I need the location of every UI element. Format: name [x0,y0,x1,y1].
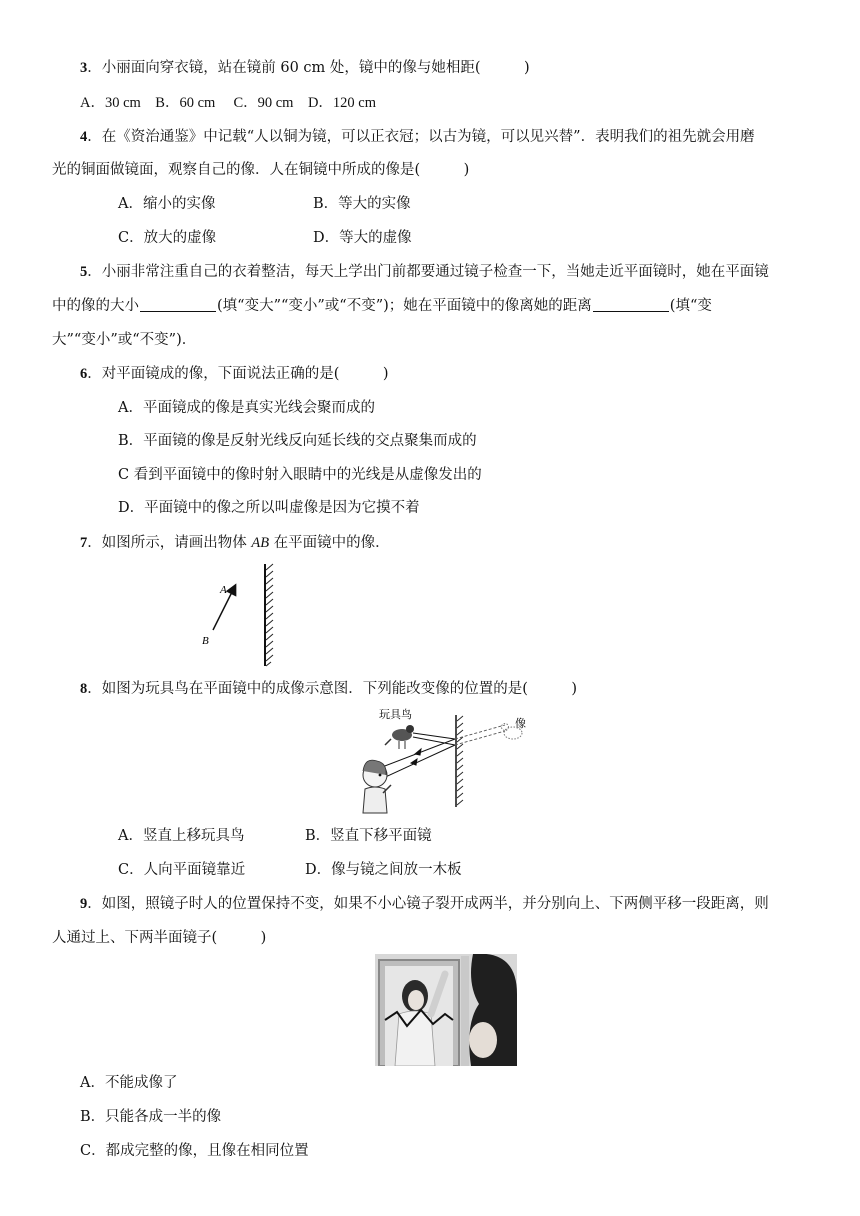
question-9-option-b: B．只能各成一半的像 [80,1109,222,1125]
girl-figure [363,760,391,813]
question-number: 7 [80,535,88,551]
question-9-option-c: C．都成完整的像，且像在相同位置 [80,1143,309,1159]
question-6-option-d: D．平面镜中的像之所以叫虚像是因为它摸不着 [118,500,420,516]
question-3-options: A．30 cm B．60 cm C．90 cm D．120 cm [80,95,377,111]
question-number: 9 [80,896,88,912]
question-text: 在平面镜中的像． [269,535,390,551]
question-3-stem [80,58,530,78]
question-text: ．如图所示，请画出物体 [87,535,252,551]
label-b: B [202,635,209,647]
question-5-stem-line-1 [80,262,769,282]
broken-mirror-photo [375,954,517,1066]
question-number: 5 [80,264,88,280]
question-6-option-c: C 看到平面镜中的像时射入眼睛中的光线是从虚像发出的 [118,467,482,483]
light-rays [377,733,455,779]
toy-bird-label: 玩具鸟 [379,708,412,721]
question-text: ．如图为玩具鸟在平面镜中的成像示意图．下列能改变像的位置的是( ) [87,681,578,697]
question-text: (填“变 [669,298,712,314]
question-4-option-b: B．等大的实像 [313,196,411,212]
question-text: ．小丽非常注重自己的衣着整洁，每天上学出门前都要通过镜子检查一下，当她走近平面镜时，她在平面镜 [87,264,769,280]
virtual-rays [455,725,505,745]
question-text: ．在《资治通鉴》中记载“人以铜为镜，可以正衣冠；以古为镜，可以见兴替”．表明我们的祖先就会用磨 [87,129,755,145]
question-8-stem [80,679,577,699]
question-number: 4 [80,129,88,145]
question-number: 3 [80,60,88,76]
mirror-arrow-figure [195,560,285,670]
question-7-stem [80,533,390,553]
answer-blank-2[interactable] [593,297,669,312]
question-4-stem-line-2: 光的铜面做镜面，观察自己的像．人在铜镜中所成的像是( ) [52,162,470,178]
question-4-option-a: A．缩小的实像 [118,196,216,212]
question-text: ．对平面镜成的像，下面说法正确的是( ) [87,366,389,382]
answer-blank-1[interactable] [140,297,216,312]
question-8-option-c: C．人向平面镜靠近 [118,862,246,878]
question-8-option-a: A．竖直上移玩具鸟 [118,828,245,844]
question-text: 中的像的大小 [52,298,139,314]
question-4-stem-line-1 [80,127,755,147]
question-text: (填“变大”“变小”或“不变”)；她在平面镜中的像离她的距离 [217,298,592,314]
question-6-option-b: B．平面镜的像是反射光线反向延长线的交点聚集而成的 [118,433,477,449]
question-4-option-d: D．等大的虚像 [313,230,412,246]
object-label: AB [251,535,270,551]
question-number: 8 [80,681,88,697]
question-text: ．如图，照镜子时人的位置保持不变，如果不小心镜子裂开成两半，并分别向上、下两侧平移一段距离，则 [87,896,769,912]
question-8-option-d: D．像与镜之间放一木板 [305,862,462,878]
question-9-option-a: A．不能成像了 [80,1075,178,1091]
question-9-stem-line-1 [80,894,769,914]
image-label: 像 [515,717,526,730]
toy-bird [385,725,414,749]
question-5-stem-line-3: 大”“变小”或“不变”)． [52,332,197,348]
question-9-stem-line-2: 人通过上、下两半面镜子( ) [52,930,267,946]
plane-mirror [456,715,463,807]
plane-mirror [265,564,273,666]
question-6-option-a: A．平面镜成的像是真实光线会聚而成的 [118,400,375,416]
question-text: ．小丽面向穿衣镜，站在镜前 60 cm 处，镜中的像与她相距( ) [87,60,530,76]
toy-bird-mirror-figure [355,705,535,817]
question-6-stem [80,364,389,384]
label-a: A [220,584,227,596]
question-8-option-b: B．竖直下移平面镜 [305,828,432,844]
question-4-option-c: C．放大的虚像 [118,230,217,246]
question-5-stem-line-2 [52,296,712,316]
question-number: 6 [80,366,88,382]
